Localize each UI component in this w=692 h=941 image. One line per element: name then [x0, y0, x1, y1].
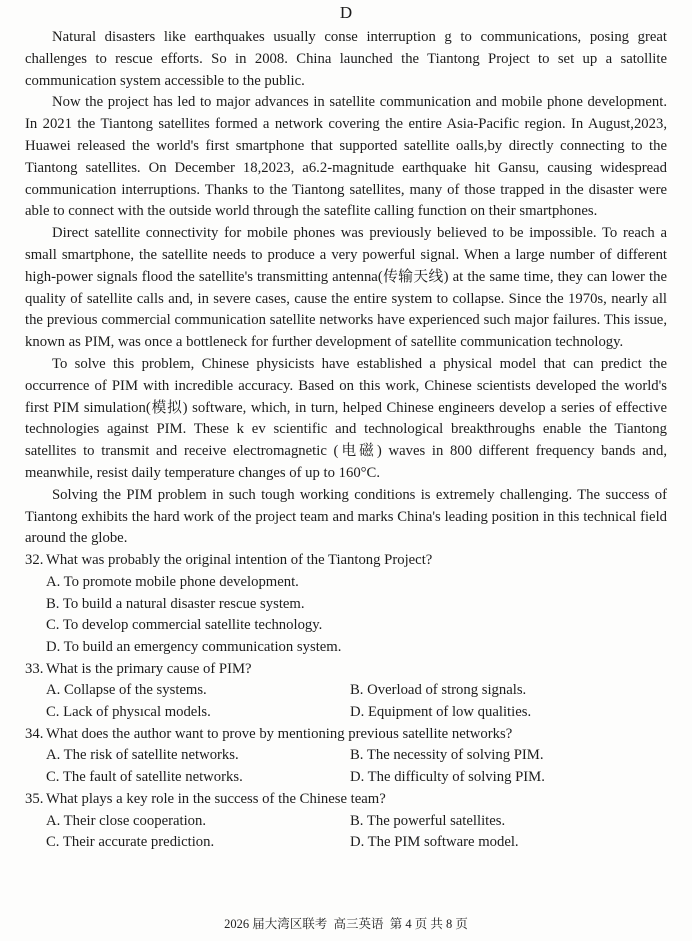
question-35-stem: [25, 789, 667, 811]
question-33-option-a: A. Collapse of the systems.: [46, 682, 207, 699]
question-32-option-a: A. To promote mobile phone development.: [46, 573, 299, 590]
question-33-stem: [25, 659, 667, 681]
question-33-options: [25, 680, 667, 723]
question-32-option-c: C. To develop commercial satellite technology.: [46, 617, 323, 634]
question-33-option-c: C. Lack of physıcal models.: [46, 704, 211, 721]
question-32-text: What was probably the original intention of the Tiantong Project?: [46, 552, 433, 569]
question-35-option-b: B. The powerful satellites.: [350, 812, 506, 829]
question-35-number: 35.: [25, 790, 44, 807]
question-35-option-d: D. The PIM software model.: [350, 834, 519, 851]
question-32-option-d: D. To build an emergency communication system.: [46, 638, 342, 655]
reading-passage: [25, 27, 667, 550]
question-35-options: [25, 811, 667, 854]
question-33-text: What is the primary cause of PIM?: [46, 660, 252, 677]
question-33-number: 33.: [25, 660, 44, 677]
question-35: [25, 789, 667, 854]
question-32: [25, 550, 667, 659]
question-34-option-b: B. The necessity of solving PIM.: [350, 747, 544, 764]
question-34-text: What does the author want to prove by mentioning previous satellite networks?: [46, 725, 513, 742]
question-34-number: 34.: [25, 725, 44, 742]
passage-paragraph-5: Solving the PIM problem in such tough working conditions is extremely challenging. The success of Tiantong exhibits the hard work of the project team and marks China's leading position in this technical field around the globe.: [25, 486, 667, 547]
question-34-option-d: D. The difficulty of solving PIM.: [350, 769, 545, 786]
question-33-option-d: D. Equipment of low qualities.: [350, 704, 532, 721]
passage-paragraph-1: Natural disasters like earthquakes usually conse interruption g to communications, posing great challenges to rescue efforts. So in 2008. China launched the Tiantong Project to set up a satollite communication system accessible to the public.: [25, 29, 667, 89]
question-32-stem: [25, 550, 667, 572]
passage-paragraph-2: Now the project has led to major advances in satellite communication and mobile phone development. In 2021 the Tiantong satellites formed a network covering the entire Asia-Pacific region. In August,2023, Huawei released the world's first smartphone that supported satellite oalls,by directly connecting to the Tiantong satellites. On December 18,2023, a6.2-magnitude earthquake hit Gansu, causing widespread communication interruptions. Thanks to the Tiantong satellites, many of those trapped in the disaster were able to connect with the outside world through the sateflite calling function on their smartphones.: [25, 94, 667, 220]
questions-section: [25, 550, 667, 854]
question-33-option-b: B. Overload of strong signals.: [350, 682, 527, 699]
question-33: [25, 659, 667, 724]
question-34-option-a: A. The risk of satellite networks.: [46, 747, 239, 764]
passage-section-label: D: [339, 3, 353, 22]
question-34-stem: [25, 724, 667, 746]
question-32-option-b: B. To build a natural disaster rescue system.: [46, 595, 305, 612]
question-35-option-a: A. Their close cooperation.: [46, 812, 207, 829]
question-34: [25, 724, 667, 789]
question-35-option-c: C. Their accurate prediction.: [46, 834, 215, 851]
passage-paragraph-3: Direct satellite connectivity for mobile phones was previously believed to be impossible. To reach a small smartphone, the satellite needs to produce a very powerful signal. When a large number of different high-power signals flood the satellite's transmitting antenna(传输天线) at the same time, they can lower the quality of satellite calls and, in severe cases, cause the entire system to collapse. Since the 1970s, nearly all the previous commercial communication satellite networks have experienced such major failures. This issue, known as PIM, was once a bottleneck for further development of satellite communication technology.: [25, 225, 667, 351]
question-32-options: [25, 572, 667, 659]
question-34-option-c: C. The fault of satellite networks.: [46, 769, 243, 786]
page-footer: 2026 届大湾区联考 高三英语 第 4 页 共 8 页: [224, 917, 468, 931]
question-35-text: What plays a key role in the success of the Chinese team?: [46, 790, 386, 807]
question-32-number: 32.: [25, 552, 44, 569]
passage-paragraph-4: To solve this problem, Chinese physicists have established a physical model that can predict the occurrence of PIM with incredible accuracy. Based on this work, Chinese scientists developed the world's first PIM simulation(模拟) software, which, in turn, helped Chinese engineers develop a series of effective technologies against PIM. These k ev scientific and technological breakthroughs enable the Tiantong satellites to transmit and receive electromagnetic (电磁) waves in 800 different frequency bands and, meanwhile, resist daily temperature changes of up to 160°C.: [25, 355, 667, 481]
question-34-options: [25, 745, 667, 788]
